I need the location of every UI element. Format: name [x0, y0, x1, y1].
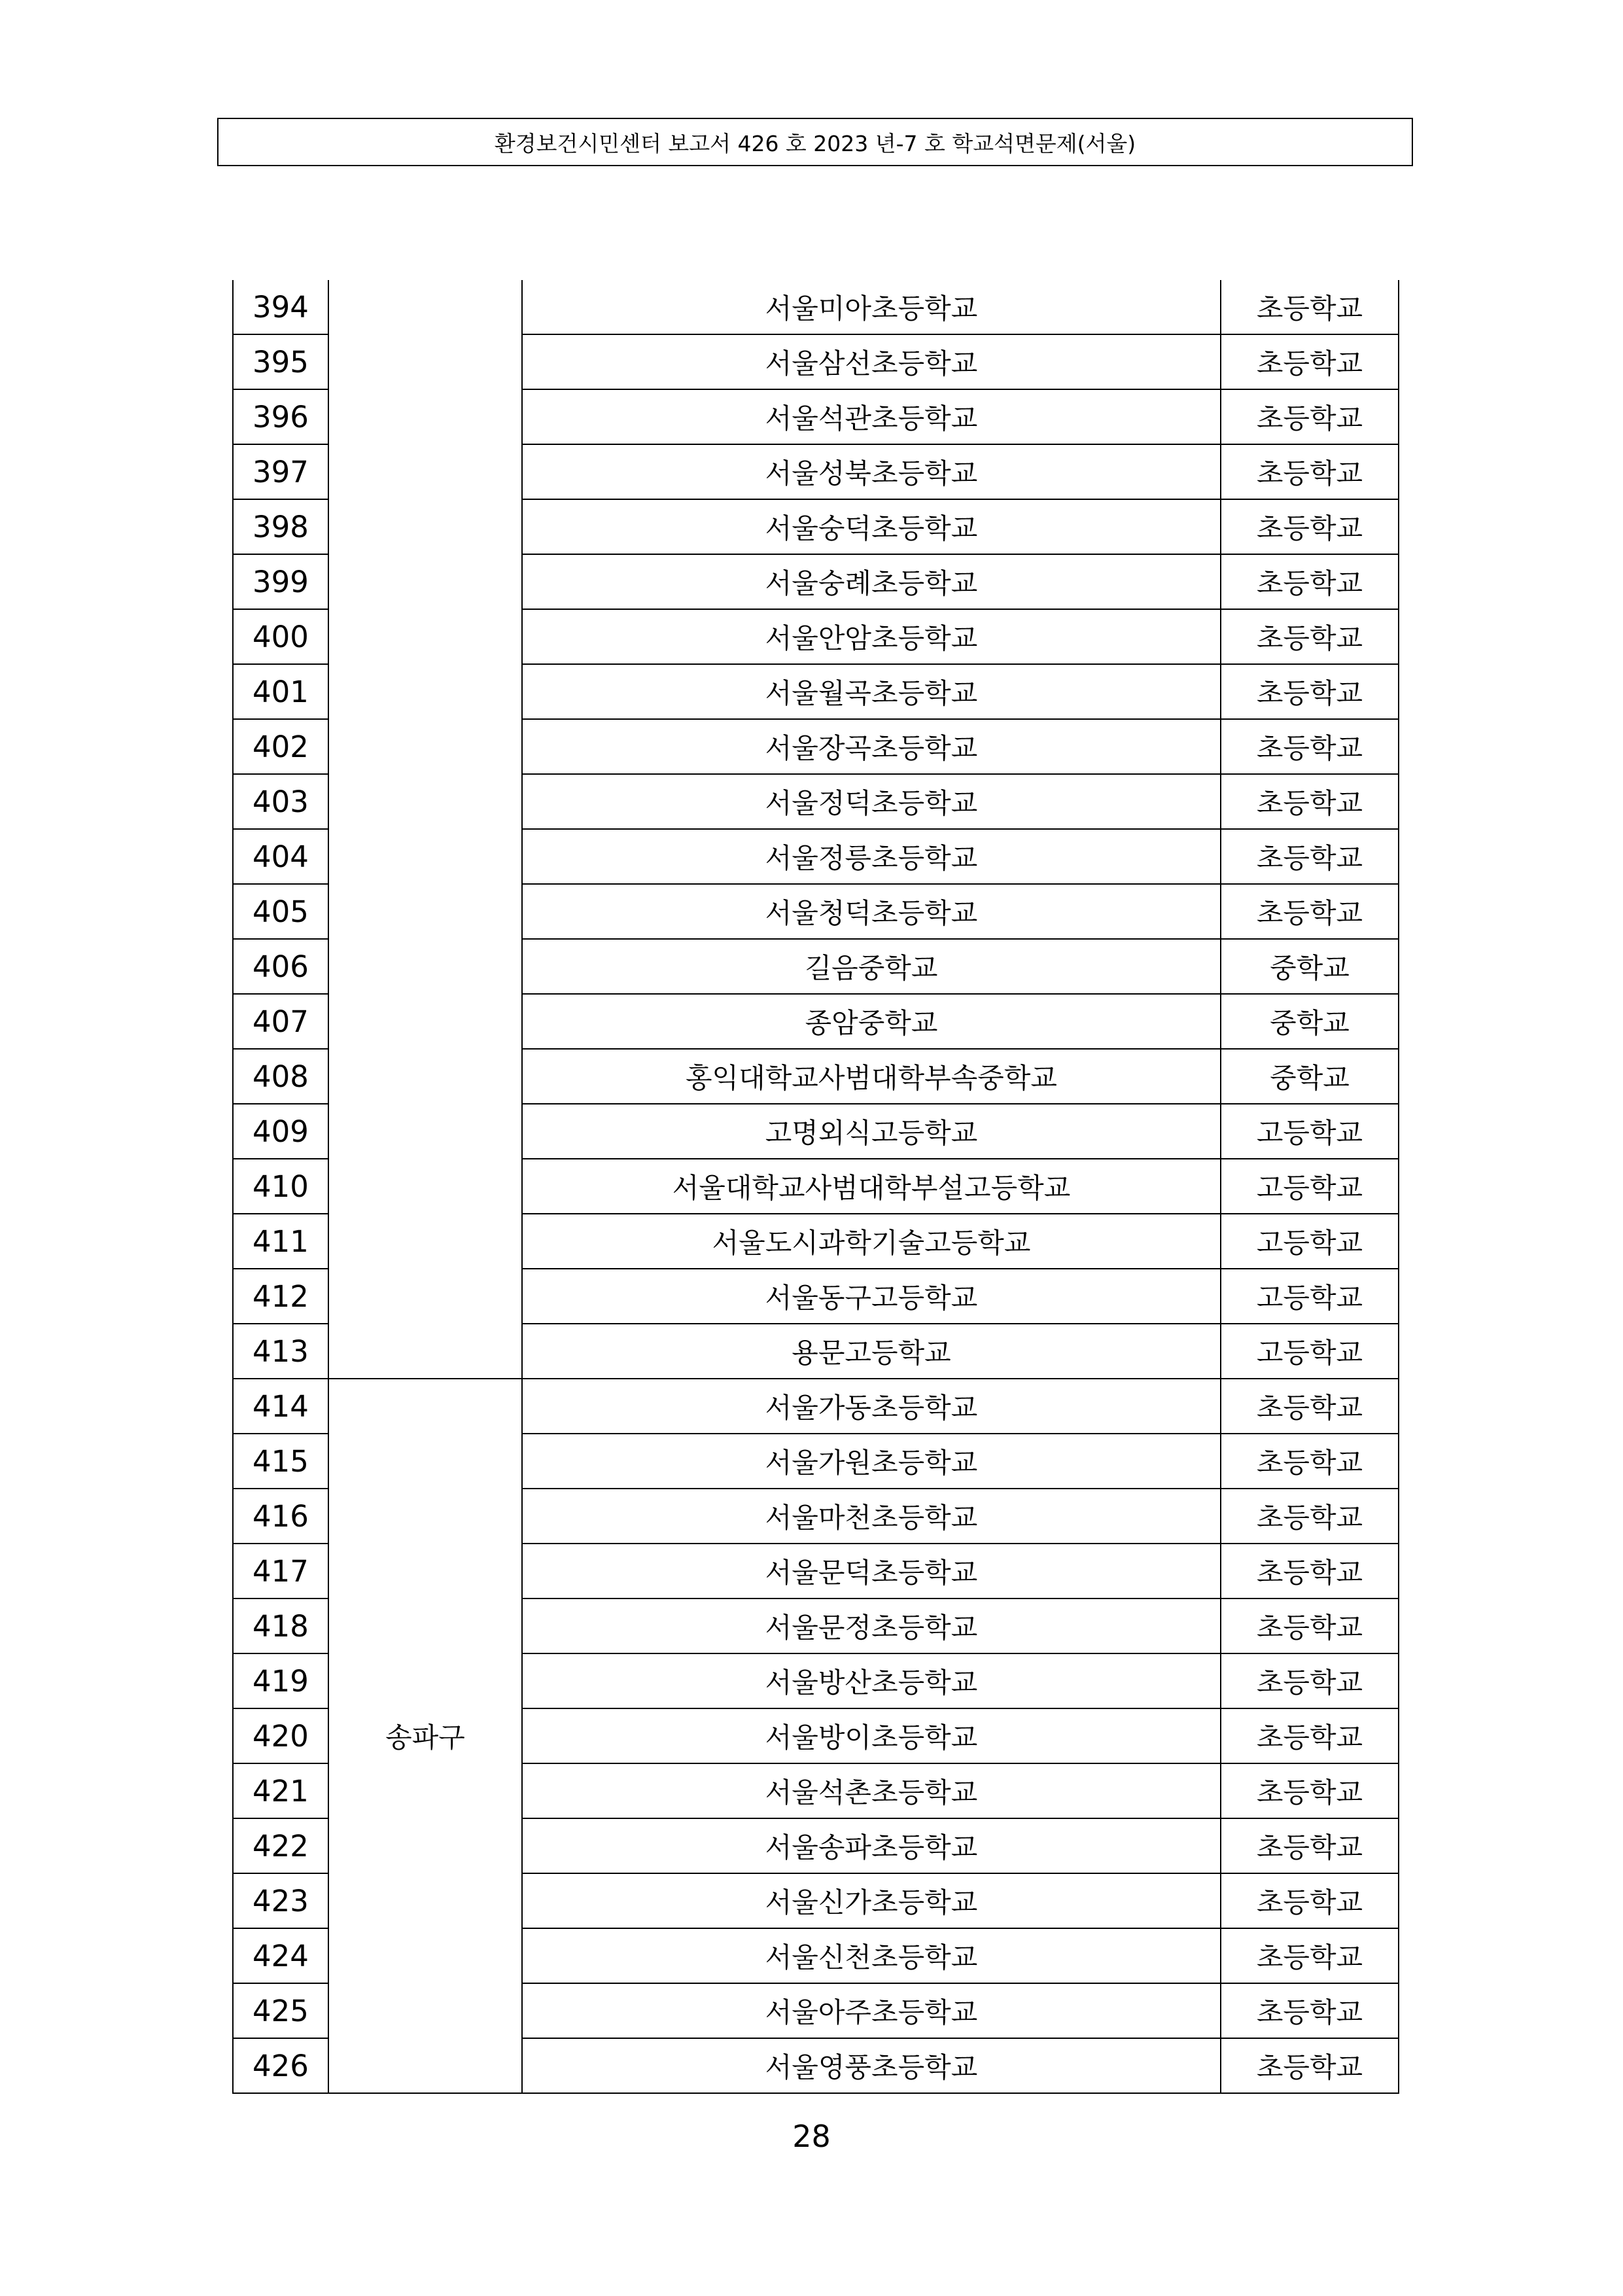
school-table	[232, 280, 1399, 2094]
school-type-cell: 초등학교	[1221, 1434, 1399, 1489]
row-number-cell: 412	[233, 1269, 328, 1324]
district-cell: 송파구	[328, 1379, 522, 2093]
school-table-body	[233, 280, 1399, 2093]
row-number-cell: 408	[233, 1049, 328, 1104]
school-type-cell: 고등학교	[1221, 1104, 1399, 1159]
row-number-cell: 401	[233, 664, 328, 719]
table-row	[233, 280, 1399, 334]
row-number-cell: 395	[233, 334, 328, 389]
row-number-cell: 400	[233, 609, 328, 664]
row-number-cell: 399	[233, 554, 328, 609]
row-number-cell: 402	[233, 719, 328, 774]
school-name-cell: 서울삼선초등학교	[522, 334, 1221, 389]
school-type-cell: 초등학교	[1221, 1708, 1399, 1763]
row-number-cell: 410	[233, 1159, 328, 1214]
school-name-cell: 서울숭덕초등학교	[522, 499, 1221, 554]
school-name-cell: 서울송파초등학교	[522, 1818, 1221, 1873]
school-type-cell: 초등학교	[1221, 1983, 1399, 2038]
school-type-cell: 초등학교	[1221, 609, 1399, 664]
school-name-cell: 서울석촌초등학교	[522, 1763, 1221, 1818]
school-type-cell: 초등학교	[1221, 554, 1399, 609]
report-header-title: 환경보건시민센터 보고서 426 호 2023 년-7 호 학교석면문제(서울)	[494, 130, 1136, 156]
school-name-cell: 서울장곡초등학교	[522, 719, 1221, 774]
school-name-cell: 서울마천초등학교	[522, 1489, 1221, 1544]
school-name-cell: 서울문정초등학교	[522, 1598, 1221, 1653]
school-type-cell: 초등학교	[1221, 280, 1399, 334]
row-number-cell: 404	[233, 829, 328, 884]
school-name-cell: 서울가동초등학교	[522, 1379, 1221, 1434]
school-type-cell: 중학교	[1221, 1049, 1399, 1104]
school-name-cell: 서울방이초등학교	[522, 1708, 1221, 1763]
school-name-cell: 서울정덕초등학교	[522, 774, 1221, 829]
row-number-cell: 405	[233, 884, 328, 939]
school-type-cell: 고등학교	[1221, 1269, 1399, 1324]
school-type-cell: 초등학교	[1221, 664, 1399, 719]
row-number-cell: 394	[233, 280, 328, 334]
school-name-cell: 서울영풍초등학교	[522, 2038, 1221, 2093]
school-type-cell: 초등학교	[1221, 884, 1399, 939]
row-number-cell: 415	[233, 1434, 328, 1489]
school-name-cell: 서울대학교사범대학부설고등학교	[522, 1159, 1221, 1214]
row-number-cell: 409	[233, 1104, 328, 1159]
school-type-cell: 초등학교	[1221, 1544, 1399, 1598]
school-type-cell: 고등학교	[1221, 1214, 1399, 1269]
row-number-cell: 419	[233, 1653, 328, 1708]
district-cell	[328, 280, 522, 1379]
school-name-cell: 서울월곡초등학교	[522, 664, 1221, 719]
row-number-cell: 421	[233, 1763, 328, 1818]
report-header	[217, 118, 1413, 166]
school-type-cell: 초등학교	[1221, 1818, 1399, 1873]
row-number-cell: 425	[233, 1983, 328, 2038]
row-number-cell: 411	[233, 1214, 328, 1269]
school-name-cell: 길음중학교	[522, 939, 1221, 994]
school-type-cell: 초등학교	[1221, 1598, 1399, 1653]
school-type-cell: 초등학교	[1221, 444, 1399, 499]
row-number-cell: 420	[233, 1708, 328, 1763]
school-type-cell: 고등학교	[1221, 1159, 1399, 1214]
school-name-cell: 고명외식고등학교	[522, 1104, 1221, 1159]
school-name-cell: 서울안암초등학교	[522, 609, 1221, 664]
school-type-cell: 중학교	[1221, 939, 1399, 994]
row-number-cell: 426	[233, 2038, 328, 2093]
row-number-cell: 396	[233, 389, 328, 444]
school-type-cell: 초등학교	[1221, 1379, 1399, 1434]
table-row	[233, 1379, 1399, 1434]
school-type-cell: 초등학교	[1221, 829, 1399, 884]
school-type-cell: 초등학교	[1221, 1653, 1399, 1708]
school-name-cell: 서울아주초등학교	[522, 1983, 1221, 2038]
school-type-cell: 초등학교	[1221, 1873, 1399, 1928]
school-name-cell: 서울정릉초등학교	[522, 829, 1221, 884]
school-name-cell: 서울청덕초등학교	[522, 884, 1221, 939]
row-number-cell: 417	[233, 1544, 328, 1598]
page-number: 28	[792, 2119, 831, 2154]
row-number-cell: 414	[233, 1379, 328, 1434]
school-name-cell: 종암중학교	[522, 994, 1221, 1049]
row-number-cell: 418	[233, 1598, 328, 1653]
school-type-cell: 중학교	[1221, 994, 1399, 1049]
school-name-cell: 서울문덕초등학교	[522, 1544, 1221, 1598]
school-type-cell: 초등학교	[1221, 1489, 1399, 1544]
school-type-cell: 초등학교	[1221, 1928, 1399, 1983]
row-number-cell: 406	[233, 939, 328, 994]
school-name-cell: 서울성북초등학교	[522, 444, 1221, 499]
school-name-cell: 서울신천초등학교	[522, 1928, 1221, 1983]
school-type-cell: 초등학교	[1221, 499, 1399, 554]
row-number-cell: 422	[233, 1818, 328, 1873]
school-type-cell: 초등학교	[1221, 334, 1399, 389]
row-number-cell: 423	[233, 1873, 328, 1928]
school-type-cell: 고등학교	[1221, 1324, 1399, 1379]
school-type-cell: 초등학교	[1221, 389, 1399, 444]
school-name-cell: 서울방산초등학교	[522, 1653, 1221, 1708]
school-name-cell: 서울미아초등학교	[522, 280, 1221, 334]
school-name-cell: 홍익대학교사범대학부속중학교	[522, 1049, 1221, 1104]
row-number-cell: 397	[233, 444, 328, 499]
school-name-cell: 서울신가초등학교	[522, 1873, 1221, 1928]
school-name-cell: 서울가원초등학교	[522, 1434, 1221, 1489]
row-number-cell: 416	[233, 1489, 328, 1544]
row-number-cell: 424	[233, 1928, 328, 1983]
school-name-cell: 서울석관초등학교	[522, 389, 1221, 444]
school-type-cell: 초등학교	[1221, 774, 1399, 829]
school-type-cell: 초등학교	[1221, 719, 1399, 774]
school-name-cell: 서울동구고등학교	[522, 1269, 1221, 1324]
row-number-cell: 398	[233, 499, 328, 554]
school-name-cell: 용문고등학교	[522, 1324, 1221, 1379]
row-number-cell: 407	[233, 994, 328, 1049]
school-name-cell: 서울도시과학기술고등학교	[522, 1214, 1221, 1269]
school-type-cell: 초등학교	[1221, 2038, 1399, 2093]
school-name-cell: 서울숭례초등학교	[522, 554, 1221, 609]
row-number-cell: 403	[233, 774, 328, 829]
school-type-cell: 초등학교	[1221, 1763, 1399, 1818]
row-number-cell: 413	[233, 1324, 328, 1379]
